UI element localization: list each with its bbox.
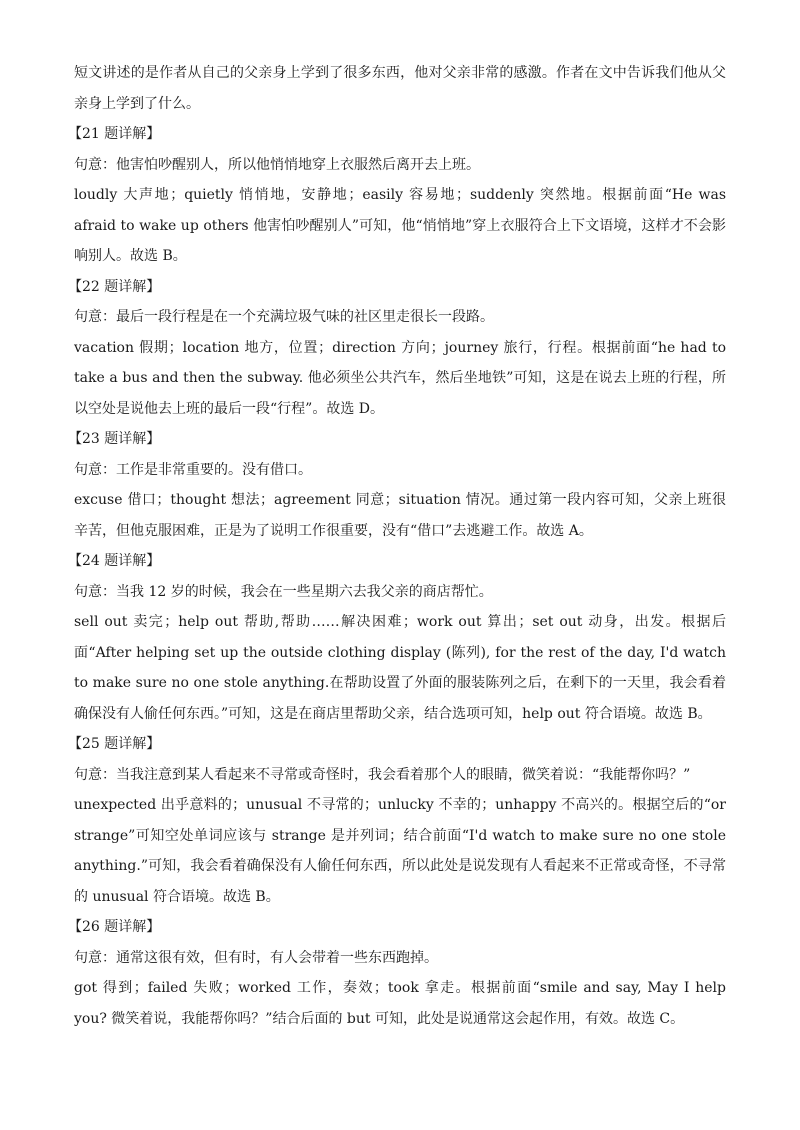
explanation-24: sell out 卖完；help out 帮助,帮助……解决困难；work out 算出；set out 动身，出发。根据后面“After helping set up the outside clothing display (陈列), for the rest of the day, I'd watch to make sure no one stole anything.在帮助设置了外面的服装陈列之后，在剩下的一天里，我会看着确保没有人偷任何东西。”可知，这是在商店里帮助父亲，结合选项可知，help out 符合语境。故选 B。: [74, 614, 726, 722]
explanation-26: got 得到；failed 失败；worked 工作，奏效；took 拿走。根据前面“smile and say, May I help you? 微笑着说，我能帮你吗？”结合后面的 but 可知，此处是说通常这会起作用，有效。故选 C。: [74, 980, 726, 1027]
sentence-meaning-23: 句意：工作是非常重要的。没有借口。: [74, 461, 312, 478]
explanation-25: unexpected 出乎意料的；unusual 不寻常的；unlucky 不幸的；unhappy 不高兴的。根据空后的“or strange”可知空处单词应该与 strange 是并列词；结合前面“I'd watch to make sure no one stole anything.”可知，我会看着确保没有人偷任何东西，所以此处是说发现有人看起来不正常或奇怪，不寻常的 unusual 符合语境。故选 B。: [74, 797, 726, 905]
explanation-23: excuse 借口；thought 想法；agreement 同意；situation 情况。通过第一段内容可知，父亲上班很辛苦，但他克服困难，正是为了说明工作很重要，没有“借口”去逃避工作。故选 A。: [74, 492, 726, 539]
explanation-22: vacation 假期；location 地方，位置；direction 方向；journey 旅行，行程。根据前面“he had to take a bus and then the subway. 他必须坐公共汽车，然后坐地铁”可知，这是在说去上班的行程，所以空处是说他去上班的最后一段“行程”。故选 D。: [74, 339, 726, 417]
explanation-21: loudly 大声地；quietly 悄悄地，安静地；easily 容易地；suddenly 突然地。根据前面“He was afraid to wake up others 他害怕吵醒别人”可知，他“悄悄地”穿上衣服符合上下文语境，这样才不会影响别人。故选 B。: [74, 187, 726, 264]
sentence-meaning-21: 句意：他害怕吵醒别人，所以他悄悄地穿上衣服然后离开去上班。: [74, 156, 480, 173]
section-heading-22: 【22 题详解】: [68, 278, 161, 295]
sentence-meaning-25: 句意：当我注意到某人看起来不寻常或奇怪时，我会看着那个人的眼睛，微笑着说：“我能帮你吗？”: [74, 766, 691, 783]
section-heading-21: 【21 题详解】: [68, 126, 161, 142]
section-heading-24: 【24 题详解】: [68, 553, 161, 569]
sentence-meaning-26: 句意：通常这很有效，但有时，有人会带着一些东西跑掉。: [74, 949, 438, 966]
intro-paragraph: 短文讲述的是作者从自己的父亲身上学到了很多东西，他对父亲非常的感激。作者在文中告诉我们他从父亲身上学到了什么。: [74, 65, 726, 112]
document-page: [68, 58, 726, 1034]
section-heading-25: 【25 题详解】: [68, 736, 161, 752]
section-heading-23: 【23 题详解】: [68, 431, 161, 447]
section-heading-26: 【26 题详解】: [68, 919, 161, 935]
sentence-meaning-22: 句意：最后一段行程是在一个充满垃圾气味的社区里走很长一段路。: [74, 309, 494, 325]
sentence-meaning-24: 句意：当我 12 岁的时候，我会在一些星期六去我父亲的商店帮忙。: [74, 583, 493, 600]
